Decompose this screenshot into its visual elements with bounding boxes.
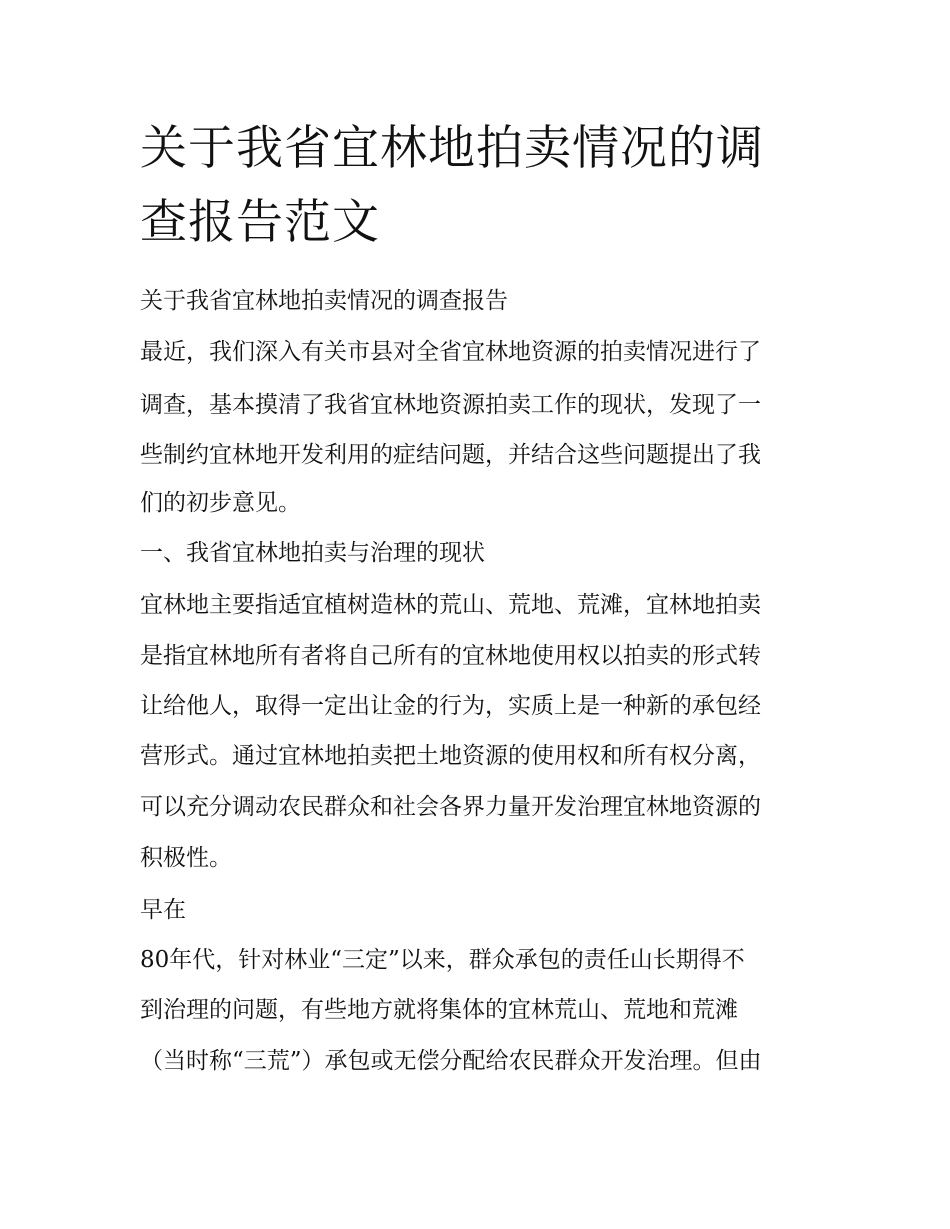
text-line: 调查，基本摸清了我省宜林地资源拍卖工作的现状，发现了一: [140, 392, 761, 418]
text-line: 营形式。通过宜林地拍卖把土地资源的使用权和所有权分离，: [140, 743, 761, 769]
text-line: 让给他人，取得一定出让金的行为，实质上是一种新的承包经: [140, 693, 761, 719]
title-line-1: 关于我省宜林地拍卖情况的调: [140, 121, 764, 176]
text-line: 早在: [140, 897, 186, 923]
text-line: 80年代，针对林业“三定”以来，群众承包的责任山长期得不: [140, 947, 745, 973]
text-line: 可以充分调动农民群众和社会各界力量开发治理宜林地资源的: [140, 794, 761, 820]
text-line: 们的初步意见。: [140, 490, 301, 516]
title-line-2: 查报告范文: [140, 195, 380, 250]
report-heading: 关于我省宜林地拍卖情况的调查报告: [140, 288, 508, 314]
text-line: 是指宜林地所有者将自己所有的宜林地使用权以拍卖的形式转: [140, 643, 761, 669]
text-line: （当时称“三荒”）承包或无偿分配给农民群众开发治理。但由: [140, 1048, 762, 1074]
text-line: 积极性。: [140, 845, 232, 871]
section-heading: 一、我省宜林地拍卖与治理的现状: [140, 540, 485, 566]
document-title: [140, 112, 820, 260]
text-line: 宜林地主要指适宜植树造林的荒山、荒地、荒滩，宜林地拍卖: [140, 592, 761, 618]
text-line: 到治理的问题，有些地方就将集体的宜林荒山、荒地和荒滩: [140, 997, 738, 1023]
text-line: 些制约宜林地开发利用的症结问题，并结合这些问题提出了我: [140, 442, 761, 468]
text-line: 最近，我们深入有关市县对全省宜林地资源的拍卖情况进行了: [140, 339, 761, 365]
